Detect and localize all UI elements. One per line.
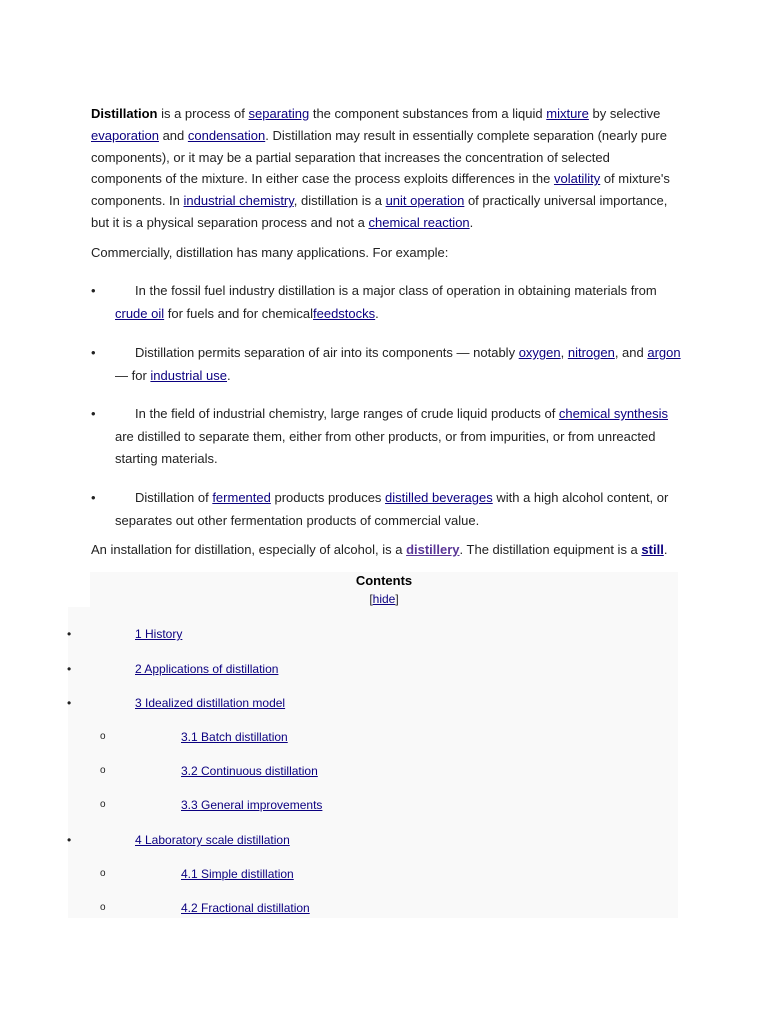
link-industrial-use[interactable]: industrial use <box>150 367 228 383</box>
list-item: • In the field of industrial chemistry, large ranges of crude liquid products of chemical synthesis are distilled to separate them, either from other products, or from impurities, or from unreacted starting materials. <box>91 403 681 471</box>
list-item: • Distillation of fermented products produces distilled beverages with a high alcohol content, or separates out other fermentation products of commercial value. <box>91 487 681 532</box>
link-industrial-chemistry[interactable]: industrial chemistry <box>183 193 294 209</box>
toc-item-link[interactable]: 3 Idealized distillation model <box>135 696 286 710</box>
toc-item-link[interactable]: 3.3 General improvements <box>181 798 323 812</box>
article-term: Distillation <box>91 106 158 121</box>
link-nitrogen[interactable]: nitrogen <box>567 345 615 360</box>
link-separating[interactable]: separating <box>248 106 310 121</box>
toc-sub-bullet-icon: o <box>100 731 106 742</box>
link-mixture[interactable]: mixture <box>546 106 589 121</box>
toc-box <box>90 572 678 918</box>
list-item: • Distillation permits separation of air into its components — notably oxygen, nitrogen, and argon — for industrial use. <box>91 342 681 387</box>
link-unit-operation[interactable]: unit operation <box>385 193 465 209</box>
link-condensation[interactable]: condensation <box>187 127 266 143</box>
toc-item-link[interactable]: 3.2 Continuous distillation <box>181 764 318 778</box>
toc-bullet-icon: • <box>67 662 72 676</box>
link-oxygen[interactable]: oxygen <box>518 345 561 360</box>
toc-item-link[interactable]: 2 Applications of distillation <box>135 662 279 676</box>
link-argon[interactable]: argon <box>647 345 681 360</box>
toc-item-link[interactable]: 4.1 Simple distillation <box>181 867 294 881</box>
link-volatility[interactable]: volatility <box>553 171 601 187</box>
bullet-icon: • <box>91 406 96 421</box>
toc-item-link[interactable]: 4.2 Fractional distillation <box>181 901 310 915</box>
installation-paragraph: An installation for distillation, especially of alcohol, is a distillery. The distillation equipment is a still. <box>91 542 668 557</box>
bullet-icon: • <box>91 490 96 505</box>
toc-bullet-icon: • <box>67 833 72 847</box>
toc-item-link[interactable]: 4 Laboratory scale distillation <box>135 833 290 847</box>
toc-sub-bullet-icon: o <box>100 765 106 776</box>
link-distillery[interactable]: distillery <box>406 542 460 557</box>
intro-paragraph: Distillation is a process of separating the component substances from a liquid mixture by selective evaporation and condensation. Distillation may result in essentially complete separation (nearly pure components), or it may be a partial separation that increases the concentration of selected components of the mixture. In either case the process exploits differences in the volatility of mixture's components. In industrial chemistry, distillation is a unit operation of practically universal importance, but it is a physical separation process and not a chemical reaction. <box>91 106 670 230</box>
bullet-icon: • <box>91 345 96 360</box>
toc-title: Contents <box>355 573 413 588</box>
link-distilled-beverages[interactable]: distilled beverages <box>385 490 493 505</box>
toc-bullet-icon: • <box>67 627 72 641</box>
toc-left-band <box>68 607 98 918</box>
toc-hide-toggle[interactable]: [hide] <box>369 592 399 606</box>
commercial-paragraph: Commercially, distillation has many applications. For example: <box>91 245 449 260</box>
link-evaporation[interactable]: evaporation <box>91 127 159 143</box>
link-chemical-synthesis[interactable]: chemical synthesis <box>558 406 669 421</box>
link-fermented[interactable]: fermented <box>212 490 271 505</box>
bullet-icon: • <box>91 283 96 298</box>
toc-item-link[interactable]: 3.1 Batch distillation <box>181 730 288 744</box>
link-feedstocks[interactable]: feedstocks <box>313 305 376 321</box>
toc-sub-bullet-icon: o <box>100 868 106 879</box>
link-chemical-reaction[interactable]: chemical reaction <box>368 214 470 230</box>
toc-item-link[interactable]: 1 History <box>135 627 183 641</box>
toc-bullet-icon: • <box>67 696 72 710</box>
toc-sub-bullet-icon: o <box>100 902 106 913</box>
toc-sub-bullet-icon: o <box>100 799 106 810</box>
toc-hide-link[interactable]: hide <box>372 592 396 606</box>
link-still[interactable]: still <box>641 542 664 557</box>
list-item: • In the fossil fuel industry distillation is a major class of operation in obtaining materials from crude oil for fuels and for chemicalfeedstocks. <box>91 280 681 325</box>
link-crude-oil[interactable]: crude oil <box>115 305 165 321</box>
